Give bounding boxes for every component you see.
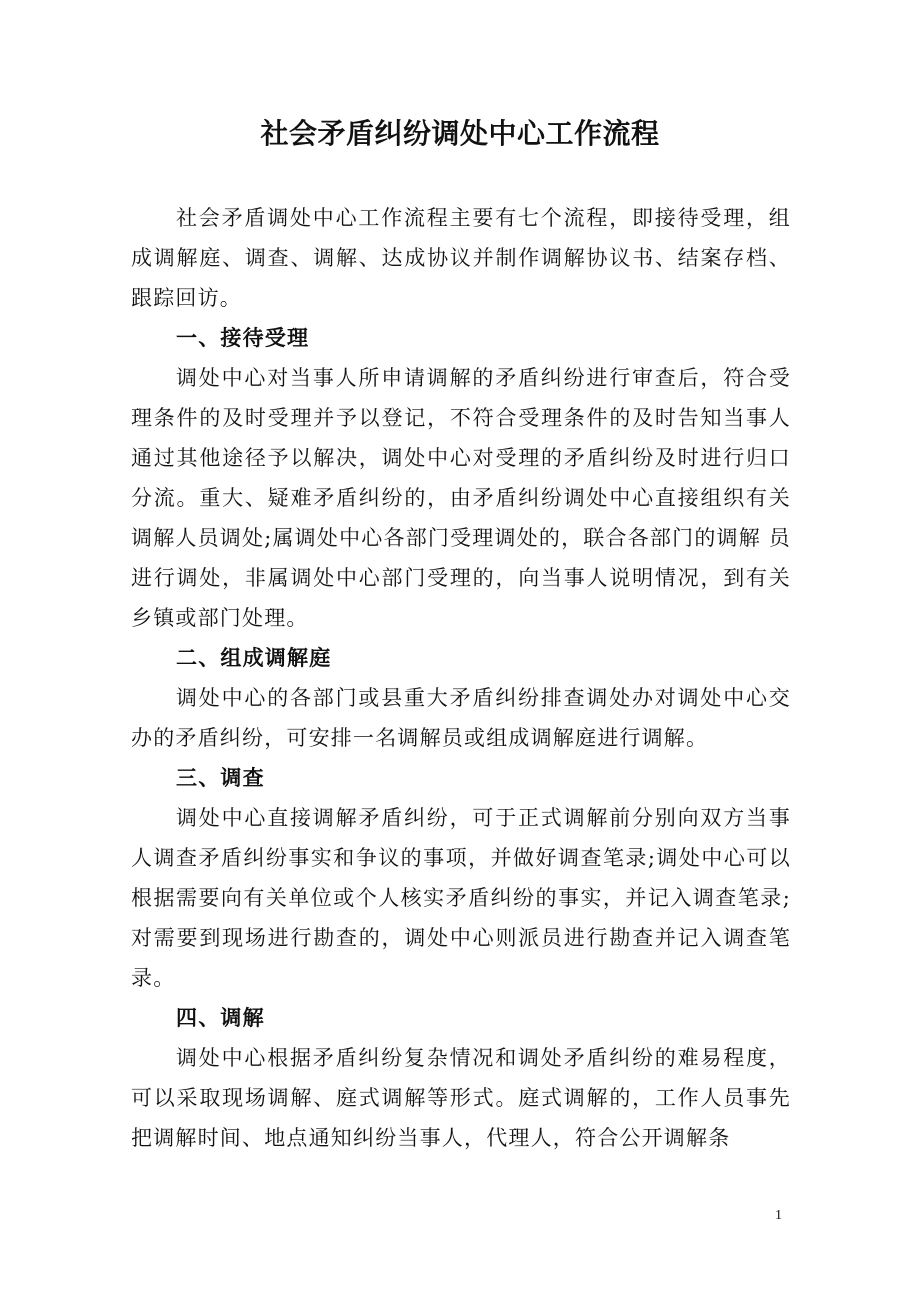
section-text-mediation: 调处中心根据矛盾纠纷复杂情况和调处矛盾纠纷的难易程度，可以采取现场调解、庭式调解等形式。庭式调解的，工作人员事先把调解时间、地点通知纠纷当事人，代理人，符合公开调解条 — [131, 1046, 791, 1150]
section-heading-investigation: 三、调查 — [176, 766, 265, 790]
section-heading-mediation-panel: 二、组成调解庭 — [176, 646, 332, 670]
section-heading-reception: 一、接待受理 — [176, 326, 310, 350]
section-heading-mediation: 四、调解 — [176, 1006, 265, 1030]
document-title: 社会矛盾纠纷调处中心工作流程 — [260, 117, 660, 150]
section-text-mediation-panel: 调处中心的各部门或县重大矛盾纠纷排查调处办对调处中心交办的矛盾纠纷，可安排一名调解员或组成调解庭进行调解。 — [131, 686, 791, 750]
section-text-investigation: 调处中心直接调解矛盾纠纷，可于正式调解前分别向双方当事人调查矛盾纠纷事实和争议的事项，并做好调查笔录;调处中心可以根据需要向有关单位或个人核实矛盾纠纷的事实，并记入调查笔录;对需要到现场进行勘查的，调处中心则派员进行勘查并记入调查笔录。 — [131, 806, 791, 990]
page-number: 1 — [775, 1208, 782, 1223]
intro-paragraph: 社会矛盾调处中心工作流程主要有七个流程，即接待受理，组成调解庭、调查、调解、达成协议并制作调解协议书、结案存档、跟踪回访。 — [131, 206, 791, 310]
section-text-reception: 调处中心对当事人所申请调解的矛盾纠纷进行审查后，符合受理条件的及时受理并予以登记，不符合受理条件的及时告知当事人通过其他途径予以解决，调处中心对受理的矛盾纠纷及时进行归口分流。重大、疑难矛盾纠纷的，由矛盾纠纷调处中心直接组织有关调解人员调处;属调处中心各部门受理调处的，联合各部门的调解 员进行调处，非属调处中心部门受理的，向当事人说明情况，到有关乡镇或部门处理。 — [131, 366, 791, 630]
document-body — [131, 198, 791, 1158]
